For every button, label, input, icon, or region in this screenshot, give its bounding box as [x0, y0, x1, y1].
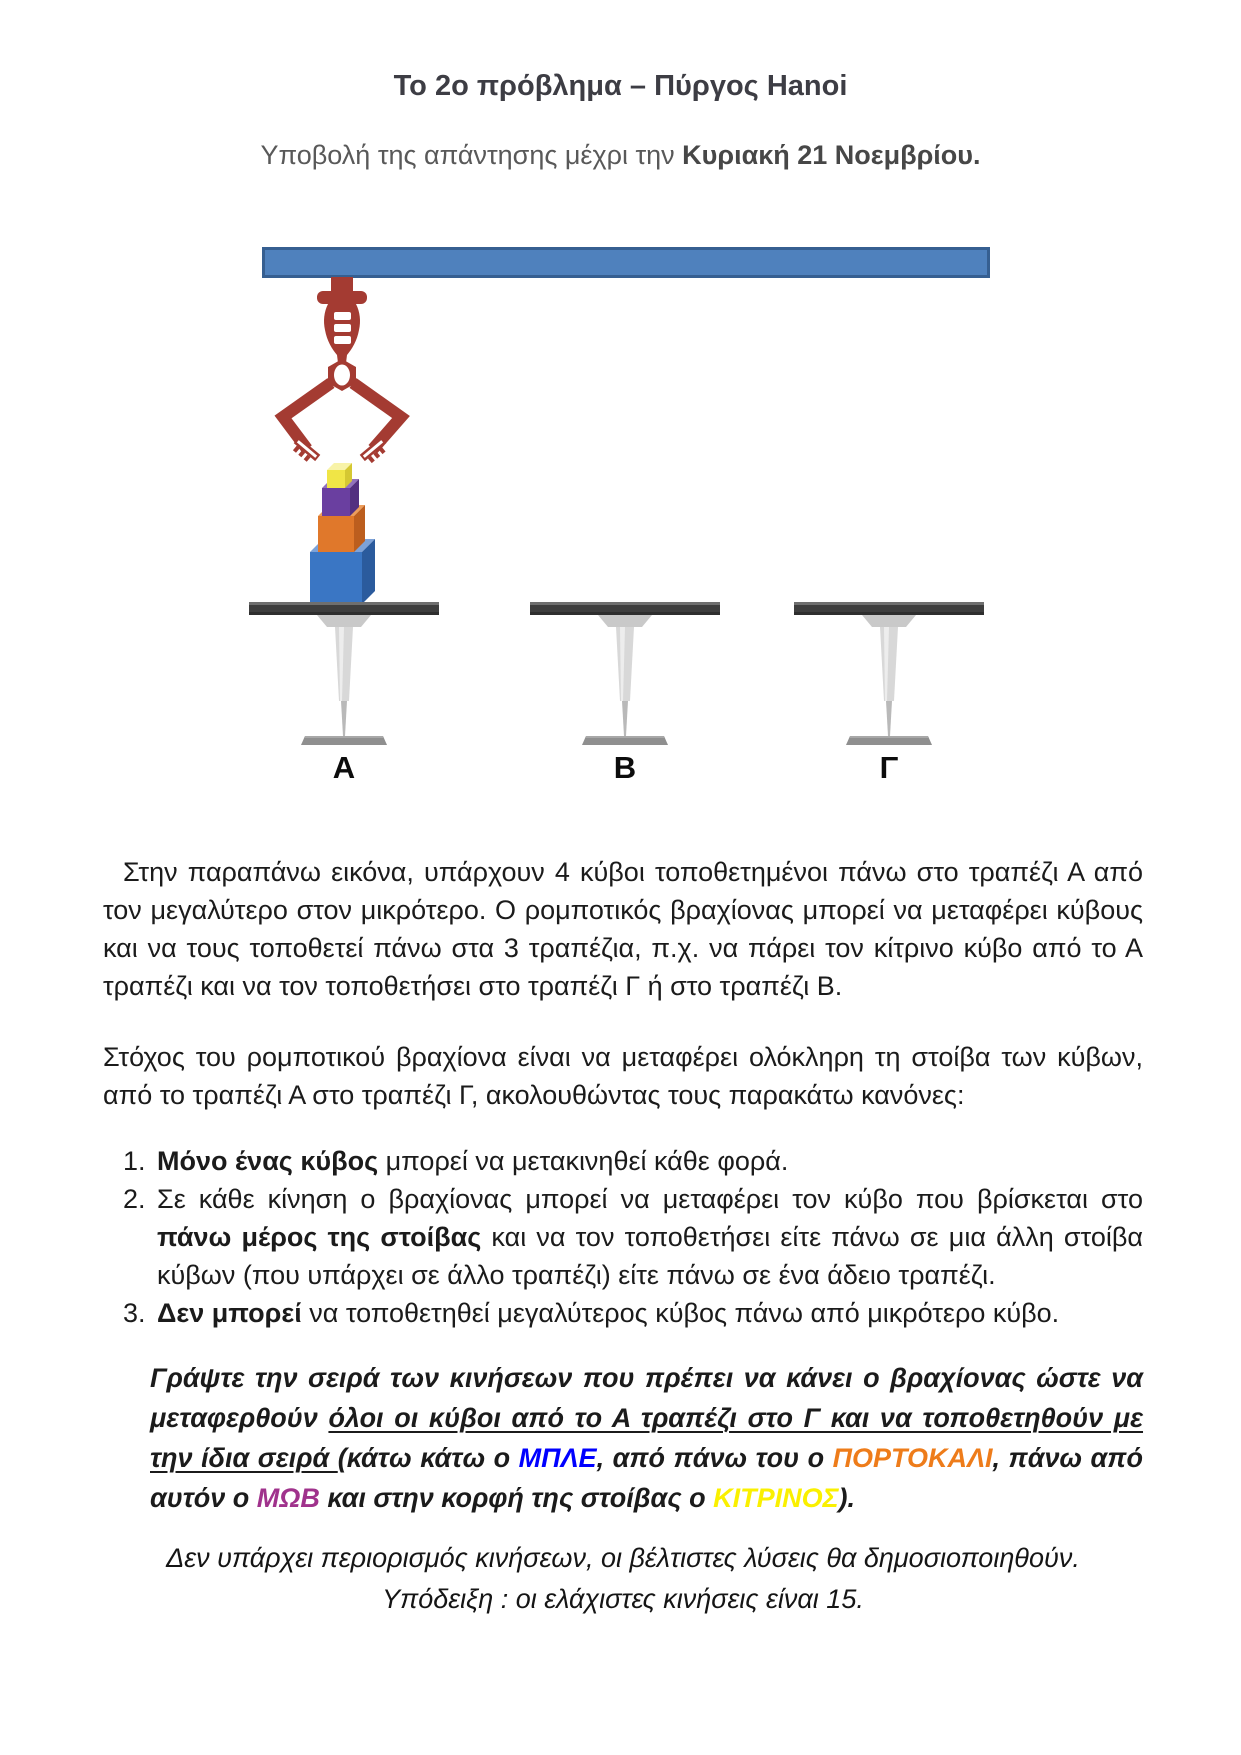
rule-1: [123, 1142, 1143, 1180]
task-segment: (κάτω κάτω ο: [337, 1443, 519, 1473]
task-paragraph: [150, 1358, 1143, 1518]
task-segment: και στην κορφή της στοίβας ο: [319, 1483, 714, 1513]
intro-paragraph: Στην παραπάνω εικόνα, υπάρχουν 4 κύβοι τοποθετημένοι πάνω στο τραπέζι Α από τον μεγαλύτερο στον μικρότερο. Ο ρομποτικός βραχίονας μπορεί να μεταφέρει κύβους και να τους τοποθετεί πάνω στα 3 τραπέζια, π.χ. να πάρει τον κίτρινο κύβο από το Α τραπέζι και να τον τοποθετήσει στο τραπέζι Γ ή στο τραπέζι Β.: [103, 857, 1143, 1001]
cube-stack: [303, 458, 383, 608]
rule-3-text: Δεν μπορεί να τοποθετηθεί μεγαλύτερος κύβος πάνω από μικρότερο κύβο.: [157, 1298, 1060, 1328]
color-word-purple: ΜΩΒ: [256, 1483, 320, 1513]
rule-2-text: Σε κάθε κίνηση ο βραχίονας μπορεί να μεταφέρει τον κύβο που βρίσκεται στο πάνω μέρος της στοίβας και να τον τοποθετήσει είτε πάνω σε μια άλλη στοίβα κύβων (που υπάρχει σε άλλο τραπέζι) είτε πάνω σε ένα άδειο τραπέζι.: [157, 1184, 1143, 1290]
claw-slot: [334, 336, 351, 344]
rule-2-number: 2.: [123, 1184, 146, 1214]
goal-paragraph: Στόχος του ρομποτικού βραχίονα είναι να μεταφέρει ολόκληρη τη στοίβα των κύβων, από το τραπέζι Α στο τραπέζι Γ, ακολουθώντας τους παρακάτω κανόνες:: [103, 1042, 1143, 1110]
table-B-label: Β: [613, 750, 637, 785]
table-Gamma: [794, 598, 984, 748]
claw-stem: [331, 277, 353, 293]
submission-deadline: [0, 140, 1241, 171]
task-segment: , πάνω από αυτόν ο: [150, 1443, 1144, 1513]
task-segment: ).: [838, 1483, 856, 1513]
ceiling-rail-fill: [265, 250, 987, 275]
ceiling-rail: [262, 247, 990, 278]
deadline-date: Κυριακή 21 Νοεμβρίου.: [682, 140, 981, 170]
document-title: Το 2ο πρόβλημα – Πύργος Hanoi: [393, 70, 848, 102]
robot-arm-claw-icon: [255, 277, 435, 477]
claw-slot: [334, 312, 351, 320]
footer-line-2: Υπόδειξη : οι ελάχιστες κινήσεις είναι 15.: [382, 1584, 864, 1614]
claw-slot: [334, 324, 351, 332]
footer-note: [103, 1538, 1143, 1620]
rules-list: [123, 1142, 1143, 1332]
task-segment: Γράψτε την σειρά των κινήσεων που πρέπει να κάνει ο βραχίονας ώστε να μεταφερθούν: [150, 1363, 1143, 1433]
rule-1-number: 1.: [123, 1146, 146, 1176]
color-word-blue: ΜΠΛΕ: [518, 1443, 597, 1473]
table-A-label: Α: [332, 750, 356, 785]
claw-left-arm: [283, 383, 331, 449]
table-A: [249, 598, 439, 748]
deadline-text: Υποβολή της απάντησης μέχρι την: [260, 140, 683, 170]
cube-yellow: [327, 463, 352, 488]
rule-3: [123, 1294, 1143, 1332]
claw-hub-center: [334, 365, 350, 386]
color-word-yellow: ΚΙΤΡΙΝΟΣ: [713, 1483, 839, 1513]
claw-collar: [317, 291, 367, 304]
task-segment: , από πάνω του ο: [596, 1443, 833, 1473]
rule-1-text: Μόνο ένας κύβος μπορεί να μετακινηθεί κάθε φορά.: [157, 1146, 789, 1176]
table-B: [530, 598, 720, 748]
rule-2: [123, 1180, 1143, 1294]
task-segment-underlined: όλοι οι κύβοι από το Α τραπέζι στο Γ και να τοποθετηθούν με την ίδια σειρά: [150, 1403, 1144, 1473]
rule-3-number: 3.: [123, 1298, 146, 1328]
claw-right-arm: [353, 383, 401, 449]
table-Gamma-label: Γ: [879, 750, 899, 785]
color-word-orange: ΠΟΡΤΟΚΑΛΙ: [832, 1443, 993, 1473]
footer-line-1: Δεν υπάρχει περιορισμός κινήσεων, οι βέλτιστες λύσεις θα δημοσιοποιηθούν.: [166, 1543, 1080, 1573]
